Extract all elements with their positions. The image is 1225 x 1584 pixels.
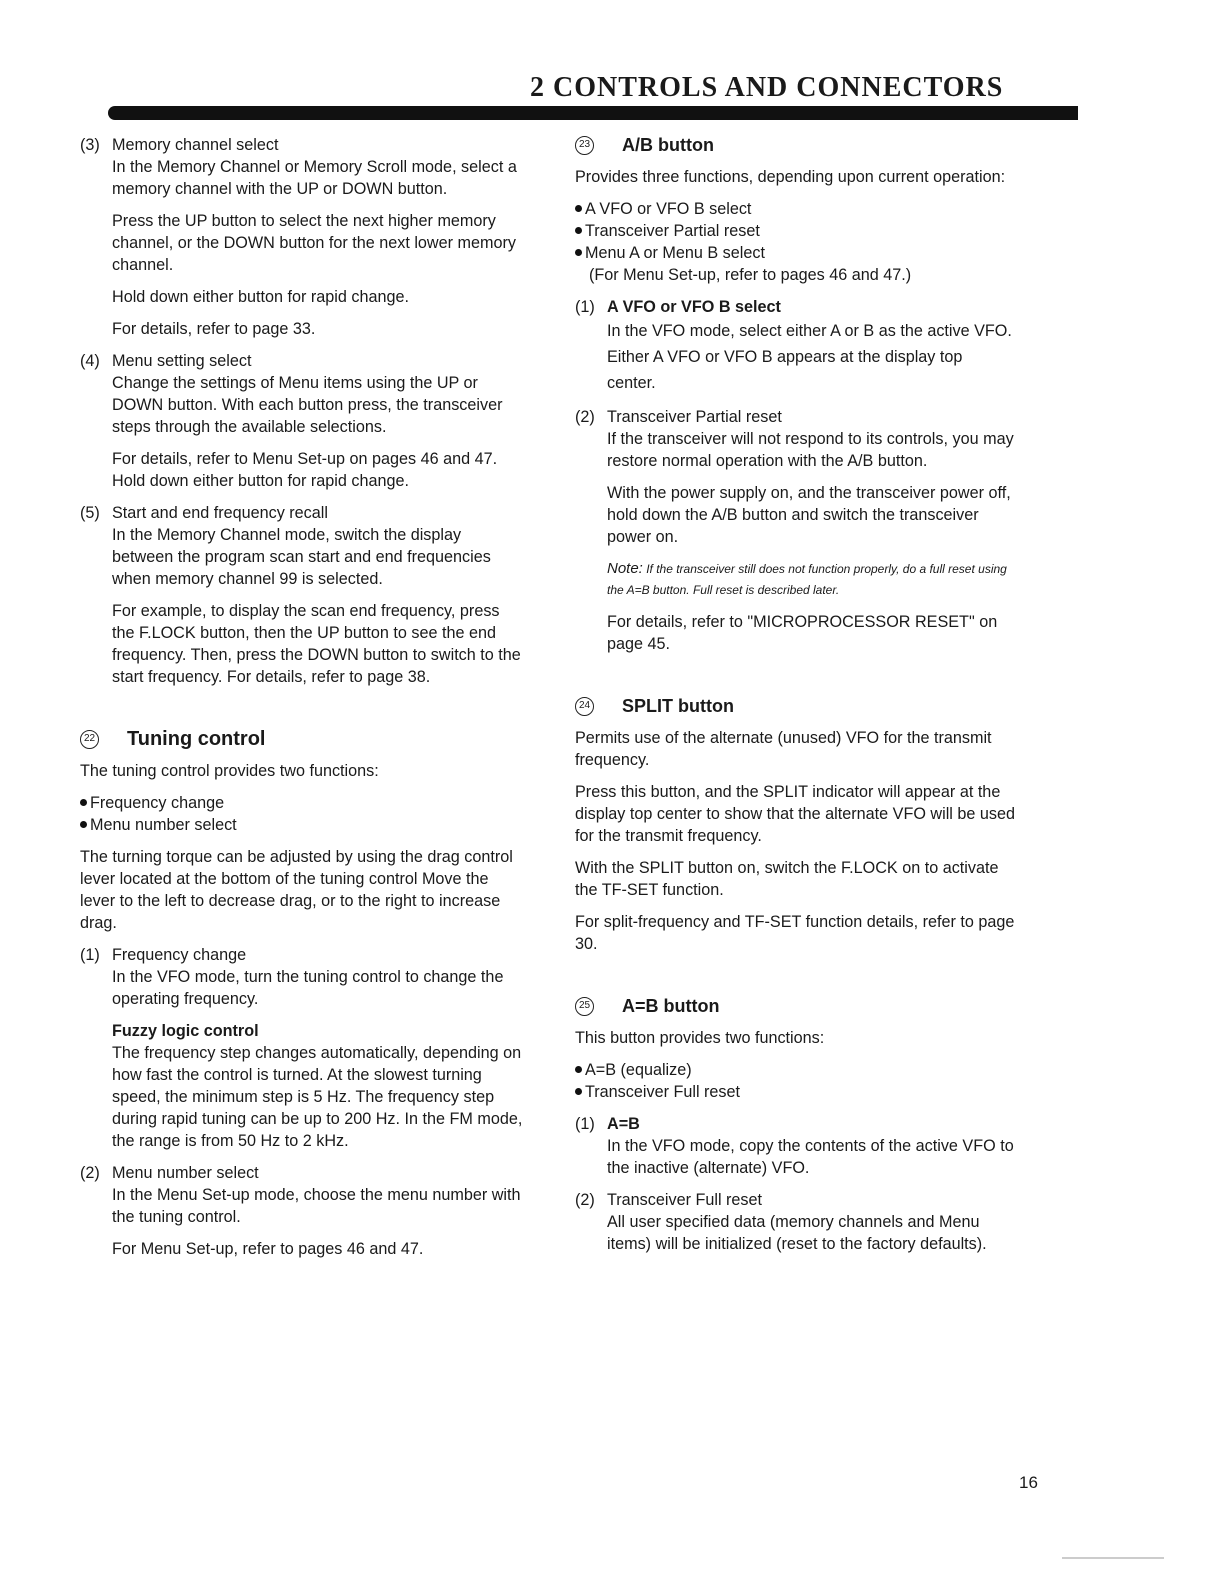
item-number: (1): [575, 298, 595, 316]
left-column: [80, 134, 525, 1270]
item-title: Memory channel select: [112, 136, 279, 154]
item-number: (3): [80, 136, 100, 154]
item-title: A VFO or VFO B select: [607, 298, 781, 316]
item-title: Start and end frequency recall: [112, 504, 328, 522]
bullet-dot-icon: [80, 821, 87, 828]
section-heading-tuning-control: [80, 728, 525, 750]
paragraph: In the Memory Channel mode, switch the display between the program scan start and end frequencies when memory channel 99 is selected.: [112, 526, 491, 588]
subheading-fuzzy-logic: Fuzzy logic control: [112, 1022, 259, 1040]
section-heading-split-button: [575, 695, 1015, 717]
item-title: A=B: [607, 1115, 640, 1133]
paragraph: Change the settings of Menu items using the UP or DOWN button. With each button press, the transceiver steps through the available selections.: [112, 374, 503, 436]
paragraph: With the SPLIT button on, switch the F.LOCK on to activate the TF-SET function.: [575, 859, 999, 899]
footer-line: [1062, 1557, 1164, 1559]
paragraph: In the VFO mode, turn the tuning control to change the operating frequency.: [112, 968, 504, 1008]
list-item: A=B (equalize): [575, 1059, 1015, 1081]
item-frequency-change: [80, 944, 525, 1152]
item-title: Transceiver Partial reset: [607, 408, 782, 426]
item-title: Transceiver Full reset: [607, 1191, 763, 1209]
circled-number: 25: [575, 997, 594, 1016]
paragraph: This button provides two functions:: [575, 1029, 825, 1047]
section-title: A/B button: [622, 135, 714, 155]
chapter-title: 2 CONTROLS AND CONNECTORS: [530, 72, 1004, 103]
circled-number: 22: [80, 730, 99, 749]
list-item: Menu number select: [80, 814, 525, 836]
item-number: (2): [80, 1164, 100, 1182]
note-label: Note:: [607, 560, 643, 577]
note-text: If the transceiver still does not function properly, do a full reset using the A=B button. Full reset is described later.: [607, 562, 1007, 597]
paragraph: In the Memory Channel or Memory Scroll mode, select a memory channel with the UP or DOWN button.: [112, 158, 517, 198]
item-title: Menu number select: [112, 1164, 259, 1182]
item-number: (5): [80, 504, 100, 522]
bullet-list: [575, 1059, 1015, 1103]
list-item: Transceiver Partial reset: [575, 220, 1015, 242]
right-column: [575, 134, 1015, 1265]
note: [607, 558, 1015, 601]
paragraph: Provides three functions, depending upon current operation:: [575, 168, 1006, 186]
item-a-equals-b: [575, 1113, 1015, 1179]
paragraph: In the VFO mode, select either A or B as the active VFO. Either A VFO or VFO B appears at the display top center.: [607, 322, 1012, 392]
list-note: (For Menu Set-up, refer to pages 46 and 47.): [589, 266, 912, 284]
item-title: Menu setting select: [112, 352, 252, 370]
paragraph: Press this button, and the SPLIT indicator will appear at the display top center to show that the alternate VFO will be used for the transmit frequency.: [575, 783, 1016, 845]
header-rule: [108, 106, 1078, 120]
section-heading-ab-button: [575, 134, 1015, 156]
paragraph: For details, refer to page 33.: [112, 320, 316, 338]
bullet-dot-icon: [575, 227, 582, 234]
item-number: (1): [575, 1115, 595, 1133]
item-number: (4): [80, 352, 100, 370]
item-memory-channel-select: [80, 134, 525, 340]
paragraph: In the VFO mode, copy the contents of the active VFO to the inactive (alternate) VFO.: [607, 1137, 1014, 1177]
item-start-end-frequency-recall: [80, 502, 525, 688]
item-menu-number-select: [80, 1162, 525, 1260]
paragraph: For Menu Set-up, refer to pages 46 and 47.: [112, 1240, 424, 1258]
section-title: A=B button: [622, 996, 720, 1016]
paragraph: The frequency step changes automatically, depending on how fast the control is turned. At the slowest turning speed, the minimum step is 5 Hz. The frequency step during rapid tuning can be up to 200 Hz. In the FM mode, the range is from 50 Hz to 2 kHz.: [112, 1044, 523, 1150]
circled-number: 23: [575, 136, 594, 155]
paragraph: The turning torque can be adjusted by using the drag control lever located at the bottom of the tuning control Move the lever to the left to decrease drag, or to the right to increase drag.: [80, 848, 513, 932]
list-item: Menu A or Menu B select: [575, 242, 1015, 264]
paragraph: For details, refer to "MICROPROCESSOR RESET" on page 45.: [607, 613, 998, 653]
item-partial-reset: [575, 406, 1015, 655]
paragraph: If the transceiver will not respond to its controls, you may restore normal operation with the A/B button.: [607, 430, 1014, 470]
item-number: (2): [575, 408, 595, 426]
section-heading-a-equals-b-button: [575, 995, 1015, 1017]
bullet-dot-icon: [575, 249, 582, 256]
list-item: A VFO or VFO B select: [575, 198, 1015, 220]
list-item: Transceiver Full reset: [575, 1081, 1015, 1103]
paragraph: For example, to display the scan end frequency, press the F.LOCK button, then the UP button to see the end frequency. Then, press the DOWN button to switch to the start frequency. For details, refer to page 38.: [112, 602, 521, 686]
paragraph: The tuning control provides two functions:: [80, 762, 379, 780]
paragraph: For details, refer to Menu Set-up on pages 46 and 47.: [112, 450, 498, 468]
bullet-list: [575, 198, 1015, 286]
bullet-dot-icon: [80, 799, 87, 806]
item-number: (2): [575, 1191, 595, 1209]
bullet-dot-icon: [575, 1066, 582, 1073]
list-item: Frequency change: [80, 792, 525, 814]
item-title: Frequency change: [112, 946, 247, 964]
bullet-list: [80, 792, 525, 836]
item-vfo-select: [575, 296, 1015, 396]
item-full-reset: [575, 1189, 1015, 1255]
paragraph: For split-frequency and TF-SET function details, refer to page 30.: [575, 913, 1015, 953]
circled-number: 24: [575, 697, 594, 716]
bullet-dot-icon: [575, 1088, 582, 1095]
page-number: 16: [1019, 1473, 1038, 1492]
paragraph: All user specified data (memory channels and Menu items) will be initialized (reset to the factory defaults).: [607, 1213, 987, 1253]
paragraph: Permits use of the alternate (unused) VFO for the transmit frequency.: [575, 729, 992, 769]
item-number: (1): [80, 946, 100, 964]
bullet-dot-icon: [575, 205, 582, 212]
item-menu-setting-select: [80, 350, 525, 492]
paragraph: In the Menu Set-up mode, choose the menu number with the tuning control.: [112, 1186, 521, 1226]
section-title: Tuning control: [127, 728, 266, 750]
section-title: SPLIT button: [622, 696, 734, 716]
paragraph: Hold down either button for rapid change.: [112, 288, 409, 306]
paragraph: With the power supply on, and the transceiver power off, hold down the A/B button and switch the transceiver power on.: [607, 484, 1011, 546]
paragraph: Press the UP button to select the next higher memory channel, or the DOWN button for the next lower memory channel.: [112, 212, 516, 274]
paragraph: Hold down either button for rapid change.: [112, 472, 409, 490]
